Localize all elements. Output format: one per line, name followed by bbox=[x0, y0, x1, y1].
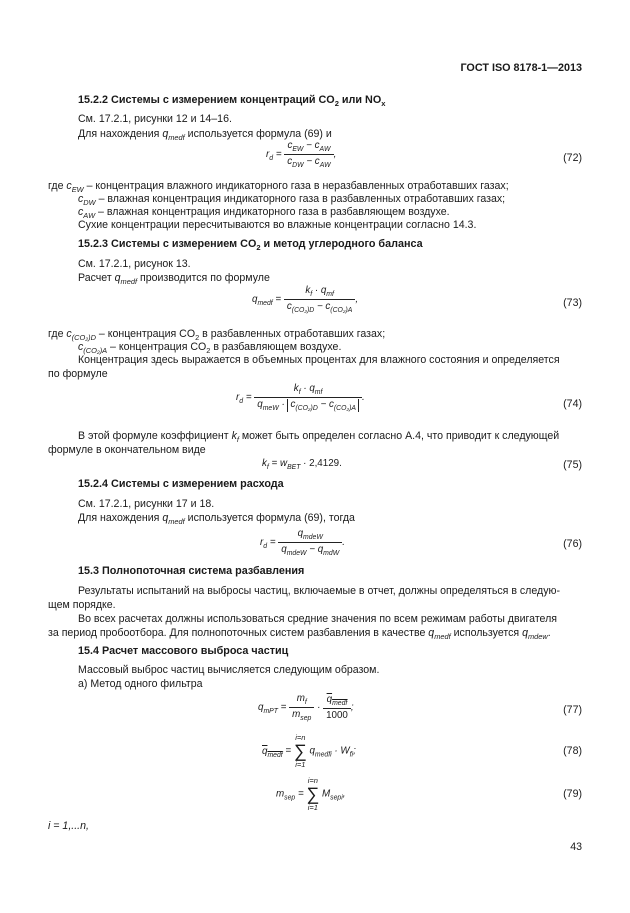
text-line: В этой формуле коэффициент $k_f$ может быть определен согласно А.4, что приводит к следующей bbox=[78, 430, 560, 445]
formula-76: $r_d$ = $\frac{q_{mdeW}}{q_{mdeW} - q_{mdW}}$ . bbox=[260, 528, 345, 557]
equation-number: (77) bbox=[563, 704, 582, 716]
text-line: Сухие концентрации пересчитываются во влажные концентрации согласно 14.3. bbox=[78, 219, 477, 231]
equation-number: (74) bbox=[563, 398, 582, 410]
where-line: где $c_{EW}$ – концентрация влажного индикаторного газа в неразбавленных отработавших газах; bbox=[48, 180, 509, 195]
section-title-15-2-3: 15.2.3 Системы с измерением $CO_2$ и метод углеродного баланса bbox=[78, 238, 423, 253]
text-line: См. 17.2.1, рисунки 17 и 18. bbox=[78, 498, 215, 510]
formula-77: $q_{mPT}$ = $\frac{m_f}{m_{sep}}$ · $\frac{q_{medf}}{1000}$ ; bbox=[258, 693, 354, 722]
equation-number: (73) bbox=[563, 297, 582, 309]
equation-number: (75) bbox=[563, 459, 582, 471]
formula-79: $m_{sep}$ = i=n ∑ i=1 $M_{sepi}$, bbox=[276, 776, 346, 812]
text-line: См. 17.2.1, рисунки 12 и 14–16. bbox=[78, 113, 232, 125]
text-line: Во всех расчетах должны использоваться средние значения по всем режимам работы двигателя bbox=[78, 613, 558, 625]
text-line: за период пробоотбора. Для полнопоточных систем разбавления в качестве $q_{medf}$ используется $q_{mdew}$. bbox=[48, 627, 551, 642]
where-line: $c_{(CO_2)A}$ – концентрация $CO_2$ в разбавляющем воздухе. bbox=[78, 341, 342, 356]
text-line: Концентрация здесь выражается в объемных процентах для влажного состояния и определяется bbox=[78, 354, 560, 366]
section-title-15-2-4: 15.2.4 Системы с измерением расхода bbox=[78, 478, 284, 490]
text-line: Для нахождения $q_{medf}$ используется формула (69) и bbox=[78, 128, 332, 143]
equation-number: (72) bbox=[563, 152, 582, 164]
formula-72: $r_d$ = $\frac{c_{EW} - c_{AW}}{c_{DW} - c_{AW}}$ , bbox=[266, 140, 337, 169]
text-line: Результаты испытаний на выбросы частиц, включаемые в отчет, должны определяться в следую- bbox=[78, 585, 560, 597]
index-range: i = 1,...n, bbox=[48, 820, 89, 832]
where-line: $c_{AW}$ – влажная концентрация индикаторного газа в разбавляющем воздухе. bbox=[78, 206, 450, 221]
section-title-15-4: 15.4 Расчет массового выброса частиц bbox=[78, 645, 289, 657]
text-line: а) Метод одного фильтра bbox=[78, 678, 203, 690]
equation-number: (78) bbox=[563, 745, 582, 757]
section-title-15-3: 15.3 Полнопоточная система разбавления bbox=[78, 565, 305, 577]
text-line: Для нахождения $q_{medf}$ используется формула (69), тогда bbox=[78, 512, 355, 527]
page-number: 43 bbox=[570, 841, 582, 853]
equation-number: (76) bbox=[563, 538, 582, 550]
text-line: Массовый выброс частиц вычисляется следующим образом. bbox=[78, 664, 380, 676]
document-header: ГОСТ ISO 8178-1—2013 bbox=[460, 62, 582, 74]
text-line: Расчет $q_{medf}$ производится по формуле bbox=[78, 272, 270, 287]
where-line: $c_{DW}$ – влажная концентрация индикаторного газа в разбавленных отработавших газах; bbox=[78, 193, 506, 208]
formula-74: $r_d$ = $\frac{k_f \cdot q_{mf}}{q_{meW} \cdot c_{(CO_2)D} - c_{(CO_2)A}}$ . bbox=[236, 383, 365, 412]
text-line: по формуле bbox=[48, 368, 108, 380]
equation-number: (79) bbox=[563, 788, 582, 800]
text-line: формуле в окончательном виде bbox=[48, 444, 206, 456]
formula-75: $k_f = w_{BET} \cdot 2,4129$. bbox=[262, 458, 342, 471]
text-line: щем порядке. bbox=[48, 599, 116, 611]
formula-73: $q_{medf}$ = $\frac{k_f \cdot q_{mf}}{c_{(CO_2)D} - c_{(CO_2)A}}$ , bbox=[252, 285, 359, 314]
section-title-15-2-2: 15.2.2 Системы с измерением концентраций $CO_2$ или $NO_x$ bbox=[78, 94, 386, 109]
where-line: где $c_{(CO_2)D}$ – концентрация $CO_2$ в разбавленных отработавших газах; bbox=[48, 328, 386, 343]
formula-78: $q_{medf}$ = i=n ∑ i=1 $q_{medfi} \cdot W_{fi}$; bbox=[262, 733, 356, 769]
text-line: См. 17.2.1, рисунок 13. bbox=[78, 258, 191, 270]
